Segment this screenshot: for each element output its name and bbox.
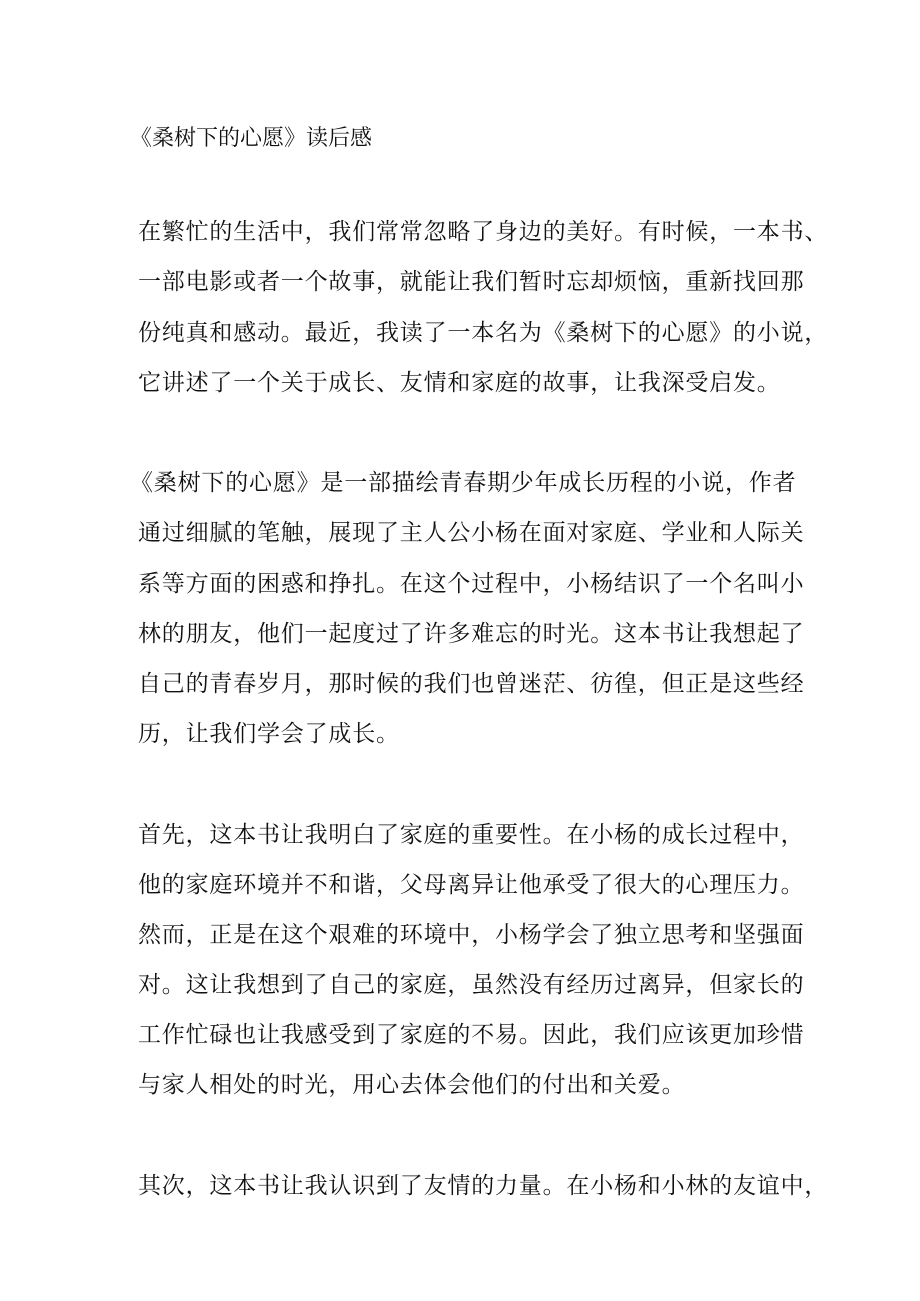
paragraph-line: 首先，这本书让我明白了家庭的重要性。在小杨的成长过程中，: [138, 822, 805, 848]
paragraph-line: 他的家庭环境并不和谐，父母离异让他承受了很大的心理压力。: [138, 872, 805, 898]
paragraph-line: 通过细腻的笔触，展现了主人公小杨在面对家庭、学业和人际关: [138, 520, 805, 546]
paragraph-line: 《桑树下的心愿》是一部描绘青春期少年成长历程的小说，作者: [130, 470, 797, 496]
paragraph-line: 其次，这本书让我认识到了友情的力量。在小杨和小林的友谊中，: [138, 1173, 829, 1199]
paragraph-line: 份纯真和感动。最近，我读了一本名为《桑树下的心愿》的小说，: [138, 320, 829, 346]
paragraph-line: 自己的青春岁月，那时候的我们也曾迷茫、彷徨，但正是这些经: [138, 671, 805, 697]
paragraph-line: 它讲述了一个关于成长、友情和家庭的故事，让我深受启发。: [138, 370, 781, 396]
paragraph-line: 历，让我们学会了成长。: [138, 721, 400, 747]
paragraph-line: 对。这让我想到了自己的家庭，虽然没有经历过离异，但家长的: [138, 972, 805, 998]
paragraph-line: 系等方面的困惑和挣扎。在这个过程中，小杨结识了一个名叫小: [138, 571, 805, 597]
paragraph-line: 一部电影或者一个故事，就能让我们暂时忘却烦恼，重新找回那: [138, 269, 805, 295]
document-title: 《桑树下的心愿》读后感: [130, 126, 373, 151]
paragraph-line: 在繁忙的生活中，我们常常忽略了身边的美好。有时候，一本书、: [138, 219, 829, 245]
paragraph-line: 林的朋友，他们一起度过了许多难忘的时光。这本书让我想起了: [138, 621, 805, 647]
paragraph-line: 工作忙碌也让我感受到了家庭的不易。因此，我们应该更加珍惜: [138, 1022, 805, 1048]
paragraph-line: 然而，正是在这个艰难的环境中，小杨学会了独立思考和坚强面: [138, 922, 805, 948]
paragraph-line: 与家人相处的时光，用心去体会他们的付出和关爱。: [138, 1072, 686, 1098]
